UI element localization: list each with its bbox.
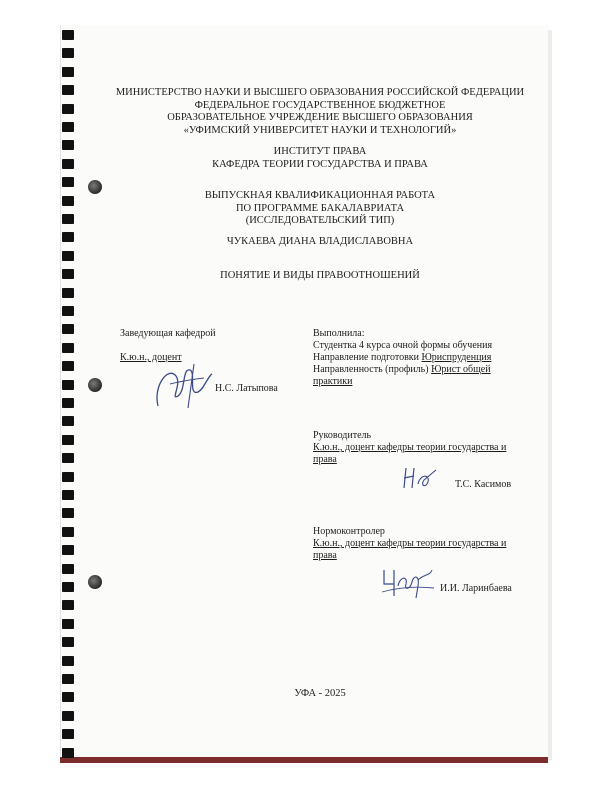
- performer-title: Выполнила:: [313, 328, 365, 339]
- spiral-binding: [62, 30, 74, 758]
- header-line: ОБРАЗОВАТЕЛЬНОЕ УЧРЕЖДЕНИЕ ВЫСШЕГО ОБРАЗОВАНИЯ: [167, 112, 473, 123]
- binding-tooth: [62, 656, 74, 666]
- binding-tooth: [62, 692, 74, 702]
- binding-tooth: [62, 343, 74, 353]
- binding-tooth: [62, 435, 74, 445]
- binding-tooth: [62, 545, 74, 555]
- punch-hole: [88, 575, 102, 589]
- institute-block: [110, 146, 530, 171]
- binding-tooth: [62, 67, 74, 77]
- binding-tooth: [62, 380, 74, 390]
- binding-tooth: [62, 159, 74, 169]
- binding-tooth: [62, 711, 74, 721]
- binding-tooth: [62, 674, 74, 684]
- binding-tooth: [62, 472, 74, 482]
- binding-tooth: [62, 140, 74, 150]
- head-title: Заведующая кафедрой: [120, 328, 216, 339]
- binding-tooth: [62, 324, 74, 334]
- binding-tooth: [62, 637, 74, 647]
- binding-tooth: [62, 196, 74, 206]
- binding-tooth: [62, 48, 74, 58]
- normcontroller-name: И.И. Ларинбаева: [440, 583, 512, 594]
- binding-tooth: [62, 214, 74, 224]
- work-type-block: [110, 190, 530, 228]
- binding-tooth: [62, 251, 74, 261]
- supervisor-signature: [400, 464, 440, 492]
- punch-hole: [88, 378, 102, 392]
- profile-label: Направленность (профиль): [313, 364, 429, 375]
- header-line: МИНИСТЕРСТВО НАУКИ И ВЫСШЕГО ОБРАЗОВАНИЯ РОССИЙСКОЙ ФЕДЕРАЦИИ: [115, 87, 525, 98]
- supervisor-name: Т.С. Касимов: [455, 479, 512, 490]
- binding-tooth: [62, 527, 74, 537]
- binding-tooth: [62, 729, 74, 739]
- binding-tooth: [62, 30, 74, 40]
- author-name: [110, 236, 530, 249]
- work-type-line: ВЫПУСКНАЯ КВАЛИФИКАЦИОННАЯ РАБОТА: [204, 190, 436, 201]
- binding-tooth: [62, 361, 74, 371]
- binding-tooth: [62, 564, 74, 574]
- punch-hole: [88, 180, 102, 194]
- supervisor-title: Руководитель: [313, 430, 372, 441]
- supervisor-position: К.ю.н., доцент кафедры теории государства и: [313, 442, 507, 453]
- direction-value: Юриспруденция: [421, 352, 492, 363]
- performer-profile: [313, 364, 491, 376]
- author-name-text: ЧУКАЕВА ДИАНА ВЛАДИСЛАВОВНА: [226, 236, 414, 247]
- topic-title: [110, 270, 530, 283]
- head-name: Н.С. Латыпова: [215, 383, 278, 394]
- binding-tooth: [62, 306, 74, 316]
- binding-tooth: [62, 453, 74, 463]
- binding-tooth: [62, 122, 74, 132]
- department-name: КАФЕДРА ТЕОРИИ ГОСУДАРСТВА И ПРАВА: [212, 158, 428, 170]
- binding-tooth: [62, 398, 74, 408]
- binding-tooth: [62, 416, 74, 426]
- performer-course: Студентка 4 курса очной формы обучения: [313, 340, 493, 351]
- binding-tooth: [62, 582, 74, 592]
- normcontroller-position-cont: права: [313, 550, 337, 561]
- binding-tooth: [62, 85, 74, 95]
- binding-tooth: [62, 177, 74, 187]
- institute-name: ИНСТИТУТ ПРАВА: [273, 146, 367, 157]
- profile-value-cont: практики: [313, 376, 353, 387]
- header-line: «УФИМСКИЙ УНИВЕРСИТЕТ НАУКИ И ТЕХНОЛОГИЙ»: [183, 124, 457, 136]
- head-signature: [148, 356, 218, 416]
- binding-tooth: [62, 490, 74, 500]
- performer-direction: [313, 352, 491, 364]
- supervisor-position-cont: права: [313, 454, 337, 465]
- work-type-line: ПО ПРОГРАММЕ БАКАЛАВРИАТА: [235, 202, 405, 214]
- normcontroller-signature: [380, 562, 436, 602]
- normcontroller-title: Нормоконтролер: [313, 526, 385, 537]
- topic-title-text: ПОНЯТИЕ И ВИДЫ ПРАВООТНОШЕНИЙ: [220, 270, 420, 281]
- binding-tooth: [62, 288, 74, 298]
- ministry-header: [110, 87, 530, 137]
- binding-tooth: [62, 269, 74, 279]
- binding-tooth: [62, 232, 74, 242]
- work-type-line: (ИССЛЕДОВАТЕЛЬСКИЙ ТИП): [245, 215, 395, 226]
- binding-tooth: [62, 104, 74, 114]
- profile-value: Юрист общей: [431, 364, 491, 375]
- cover-edge: [60, 757, 548, 763]
- binding-tooth: [62, 619, 74, 629]
- header-line: ФЕДЕРАЛЬНОЕ ГОСУДАРСТВЕННОЕ БЮДЖЕТНОЕ: [194, 99, 446, 111]
- binding-tooth: [62, 748, 74, 758]
- footer-city-year: [210, 688, 430, 701]
- page-edge: [548, 30, 552, 760]
- binding-tooth: [62, 600, 74, 610]
- normcontroller-position: К.ю.н., доцент кафедры теории государства и: [313, 538, 507, 549]
- head-degree: К.ю.н., доцент: [120, 352, 182, 363]
- footer-city-year-text: УФА - 2025: [294, 688, 346, 699]
- direction-label: Направление подготовки: [313, 352, 420, 363]
- binding-tooth: [62, 508, 74, 518]
